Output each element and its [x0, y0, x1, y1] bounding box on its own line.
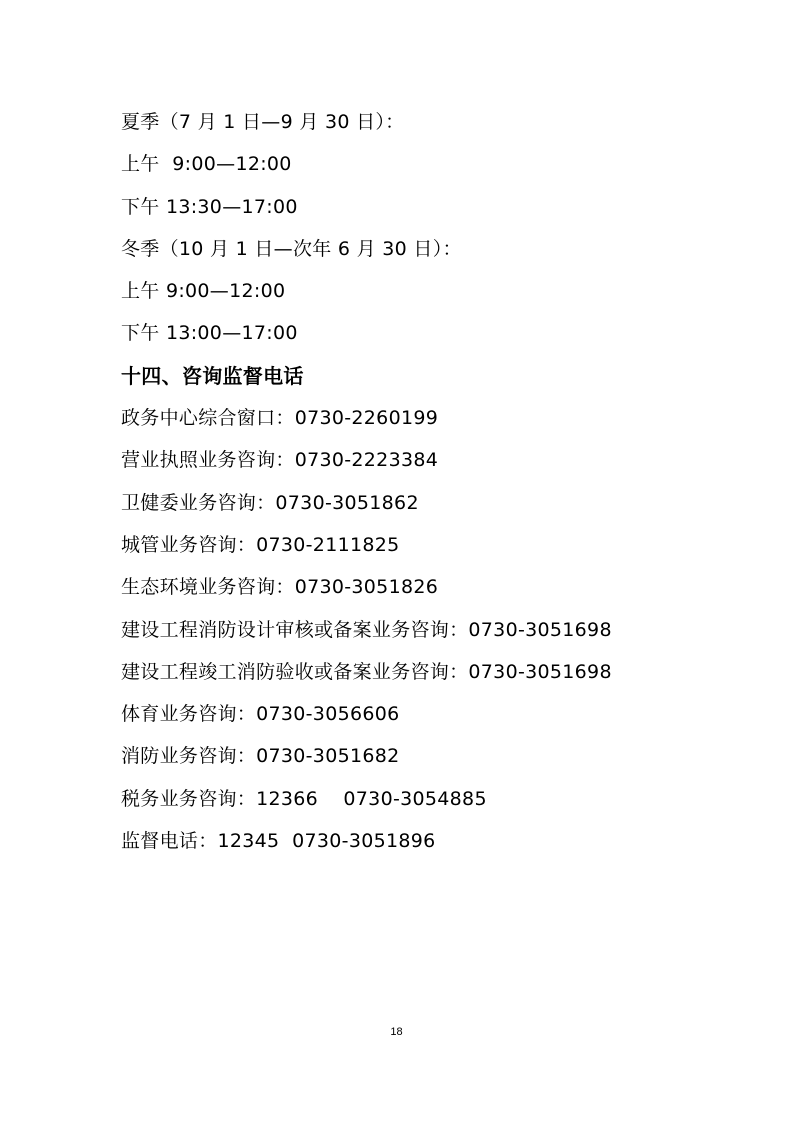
contact-line: 政务中心综合窗口：0730-2260199 — [121, 407, 439, 430]
contact-line: 建设工程竣工消防验收或备案业务咨询：0730-3051698 — [121, 660, 612, 683]
contact-line: 城管业务咨询：0730-2111825 — [121, 533, 400, 556]
section-heading: 十四、咨询监督电话 — [121, 363, 304, 388]
summer-afternoon-hours: 下午 13:30—17:00 — [121, 195, 298, 218]
page-number: 18 — [390, 1026, 403, 1038]
summer-schedule-title: 夏季（7 月 1 日—9 月 30 日）： — [121, 111, 405, 133]
contact-line: 体育业务咨询：0730-3056606 — [121, 703, 400, 726]
winter-afternoon-hours: 下午 13:00—17:00 — [121, 322, 298, 345]
contact-line: 生态环境业务咨询：0730-3051826 — [121, 576, 439, 599]
contact-line: 营业执照业务咨询：0730-2223384 — [121, 449, 439, 472]
document-body — [121, 101, 741, 862]
summer-morning-hours: 上午 9:00—12:00 — [121, 153, 292, 176]
winter-schedule-title: 冬季（10 月 1 日—次年 6 月 30 日）： — [121, 237, 462, 260]
contact-line: 监督电话：12345 0730-3051896 — [121, 830, 436, 853]
contact-line: 卫健委业务咨询：0730-3051862 — [121, 491, 419, 514]
contact-line: 消防业务咨询：0730-3051682 — [121, 745, 400, 768]
contact-line: 税务业务咨询：12366 0730-3054885 — [121, 787, 487, 810]
winter-morning-hours: 上午 9:00—12:00 — [121, 280, 286, 303]
contact-line: 建设工程消防设计审核或备案业务咨询：0730-3051698 — [121, 618, 612, 641]
